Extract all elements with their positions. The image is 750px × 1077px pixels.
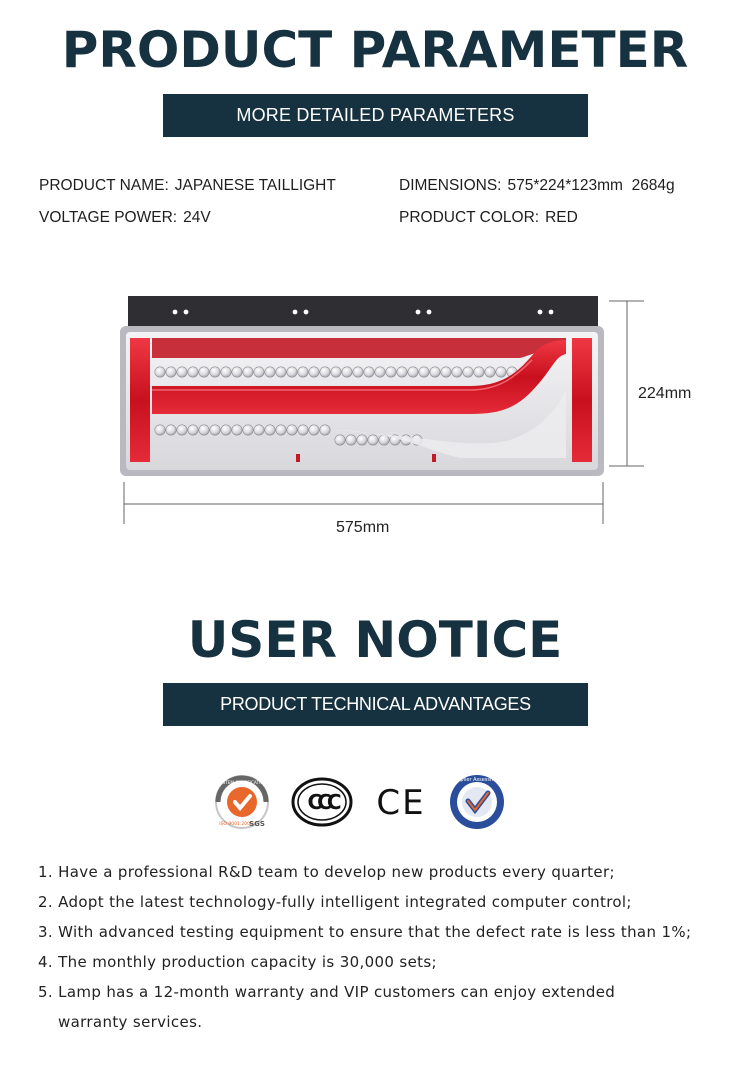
notice-list — [38, 857, 728, 1037]
param-product-name — [39, 177, 336, 195]
badge-top-text: SYSTEM CERTIFICATION — [217, 780, 267, 785]
param-label: PRODUCT COLOR: — [399, 209, 540, 226]
led-dot — [265, 367, 275, 377]
led-dot — [232, 367, 242, 377]
led-dot — [320, 367, 330, 377]
led-dot — [298, 367, 308, 377]
led-dot — [441, 367, 451, 377]
led-dot — [298, 425, 308, 435]
led-dot — [276, 425, 286, 435]
page-title: PRODUCT PARAMETER — [61, 21, 689, 79]
led-dot — [199, 425, 209, 435]
led-dot — [353, 367, 363, 377]
notice-item: 3. With advanced testing equipment to ensure that the defect rate is less than 1%; — [38, 923, 692, 941]
badge-brand-text: SGS — [249, 820, 265, 828]
led-dot — [221, 367, 231, 377]
led-dot — [368, 435, 378, 445]
advantages-banner: PRODUCT TECHNICAL ADVANTAGES — [163, 683, 588, 726]
led-dot — [496, 367, 506, 377]
ccc-mark-icon — [293, 779, 351, 825]
certification-logos — [210, 770, 510, 834]
led-dot — [408, 367, 418, 377]
led-dot — [265, 425, 275, 435]
led-dot — [357, 435, 367, 445]
led-dot — [199, 367, 209, 377]
led-dot — [243, 367, 253, 377]
param-value: 24V — [183, 209, 211, 226]
led-dot — [155, 425, 165, 435]
led-dot — [232, 425, 242, 435]
led-dot — [335, 435, 345, 445]
led-dot — [276, 367, 286, 377]
led-dot — [397, 367, 407, 377]
led-dot — [188, 367, 198, 377]
left-reflector — [130, 338, 150, 462]
notice-title: USER NOTICE — [187, 611, 563, 669]
param-label: DIMENSIONS: — [399, 177, 502, 194]
param-voltage — [39, 209, 211, 227]
ce-mark-icon — [376, 783, 425, 823]
led-dot — [166, 367, 176, 377]
led-dot — [375, 367, 385, 377]
iso-sgs-badge-icon — [216, 776, 268, 828]
height-dimension-label: 224mm — [638, 385, 692, 402]
taillight-product-image — [0, 280, 750, 530]
led-dot — [254, 367, 264, 377]
notice-item: 1. Have a professional R&D team to develop new products every quarter; — [38, 863, 615, 881]
led-dot — [166, 425, 176, 435]
led-dot — [210, 425, 220, 435]
mounting-bracket — [128, 296, 598, 330]
led-dot — [331, 367, 341, 377]
notice-item: 5. Lamp has a 12-month warranty and VIP customers can enjoy extended warranty services. — [38, 977, 728, 1037]
led-dot — [254, 425, 264, 435]
led-dot — [346, 435, 356, 445]
led-dot — [485, 367, 495, 377]
led-dot — [309, 367, 319, 377]
led-dot — [309, 425, 319, 435]
led-dot — [342, 367, 352, 377]
led-dot — [243, 425, 253, 435]
notice-item: 4. The monthly production capacity is 30,000 sets; — [38, 953, 437, 971]
led-dot — [287, 367, 297, 377]
ce-text: CE — [376, 783, 426, 823]
supplier-text: Supplier Assessment — [450, 777, 504, 783]
badge-bottom-text: ISO 9001:2000 — [219, 822, 253, 827]
param-label: VOLTAGE POWER: — [39, 209, 178, 226]
led-dot — [463, 367, 473, 377]
param-dimensions — [399, 177, 675, 195]
led-dot — [221, 425, 231, 435]
led-dot — [320, 425, 330, 435]
led-dot — [177, 367, 187, 377]
led-dot — [364, 367, 374, 377]
led-dot — [474, 367, 484, 377]
param-value: JAPANESE TAILLIGHT — [174, 177, 336, 194]
ccc-text: CCC — [307, 790, 337, 814]
notice-item: 2. Adopt the latest technology-fully intelligent integrated computer control; — [38, 893, 632, 911]
led-dot — [452, 367, 462, 377]
param-value: RED — [545, 209, 578, 226]
param-color — [399, 209, 578, 227]
led-dot — [386, 367, 396, 377]
param-label: PRODUCT NAME: — [39, 177, 169, 194]
parameters-banner: MORE DETAILED PARAMETERS — [163, 94, 588, 137]
right-reflector — [572, 338, 592, 462]
led-dot — [419, 367, 429, 377]
led-dot — [430, 367, 440, 377]
param-value: 575*224*123mm 2684g — [507, 177, 675, 194]
led-dot — [177, 425, 187, 435]
led-dot — [188, 425, 198, 435]
supplier-assessment-badge-icon — [450, 775, 504, 829]
led-dot — [155, 367, 165, 377]
led-dot — [210, 367, 220, 377]
notice-item-continuation: warranty services. — [58, 1013, 203, 1031]
width-dimension-label: 575mm — [336, 519, 390, 536]
led-dot — [287, 425, 297, 435]
